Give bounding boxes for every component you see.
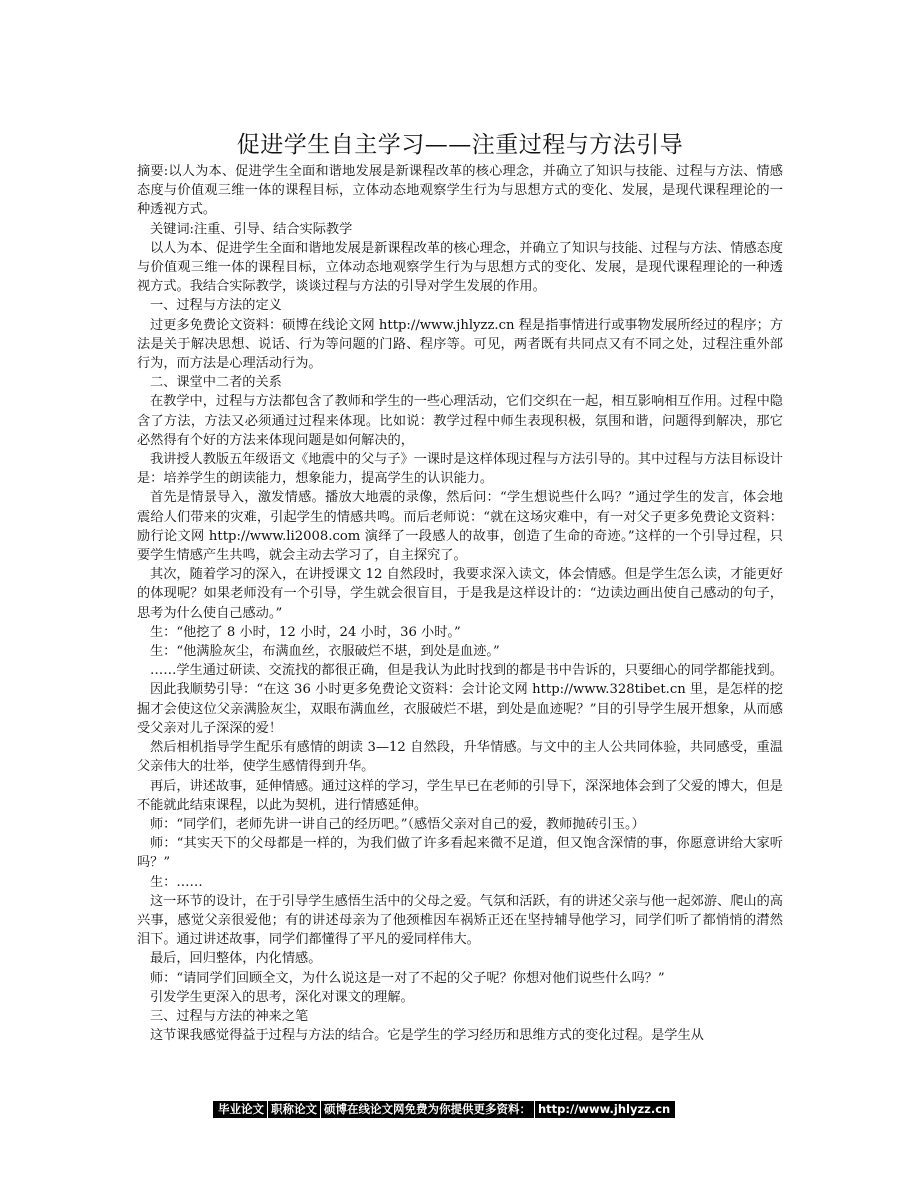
- body-paragraph: 我讲授人教版五年级语文《地震中的父与子》一课时是这样体现过程与方法引导的。其中过程与方法目标设计是：培养学生的朗读能力，想象能力，提高学生的认识能力。: [137, 452, 783, 487]
- abstract-paragraph: 摘要:以人为本、促进学生全面和谐地发展是新课程改革的核心理念，并确立了知识与技能、过程与方法、情感态度与价值观三维一体的课程目标，立体动态地观察学生行为与思想方式的变化、发展，是现代课程理论的一种透视方式。: [137, 164, 783, 218]
- keywords-line: 关键词:注重、引导、结合实际教学: [150, 221, 353, 237]
- body-paragraph: 生：“他满脸灰尘，布满血丝，衣服破烂不堪，到处是血迹。”: [150, 644, 500, 660]
- body-paragraph: 这一环节的设计，在于引导学生感悟生活中的父母之爱。气氛和活跃，有的讲述父亲与他一起郊游、爬山的高兴事，感觉父亲很爱他；有的讲述母亲为了他颈椎因车祸矫正还在坚持辅导他学习，同学们听了都悄悄的潸然泪下。通过讲述故事，同学们都懂得了平凡的爱同样伟大。: [137, 893, 783, 948]
- body-paragraph: 因此我顺势引导：“在这 36 小时更多免费论文资料：会计论文网 http://www.328tibet.cn 里，是怎样的挖掘才会使这位父亲满脸灰尘，双眼布满血丝，衣服破烂不堪，到处是血迹呢？”目的引导学生展开想象，从而感受父亲对儿子深深的爱！: [137, 682, 783, 736]
- document-title: 促进学生自主学习——注重过程与方法引导: [236, 132, 684, 158]
- body-paragraph: 师：“同学们，老师先讲一讲自己的经历吧。”（感悟父亲对自己的爱，教师抛砖引玉。）: [150, 816, 645, 832]
- body-paragraph: 这节课我感觉得益于过程与方法的结合。它是学生的学习经历和思维方式的变化过程。是学生从: [150, 1028, 704, 1044]
- body-paragraph: 以人为本、促进学生全面和谐地发展是新课程改革的核心理念，并确立了知识与技能、过程与方法、情感态度与价值观三维一体的课程目标，立体动态地观察学生行为与思想方式的变化、发展，是现代课程理论的一种透视方式。我结合实际教学，谈谈过程与方法的引导对学生发展的作用。: [137, 240, 783, 295]
- body-paragraph: 其次，随着学习的深入，在讲授课文 12 自然段时，我要求深入读文，体会情感。但是学生怎么读，才能更好的体现呢？如果老师没有一个引导，学生就会很盲目，于是我是这样设计的：“边读边画出使自己感动的句子，思考为什么使自己感动。”: [137, 567, 783, 621]
- body-paragraph: 生：“他挖了 8 小时，12 小时，24 小时，36 小时。”: [150, 624, 461, 640]
- body-paragraph: 然后相机指导学生配乐有感情的朗读 3—12 自然段，升华情感。与文中的主人公共同体验，共同感受，重温父亲伟大的壮举，使学生感情得到升华。: [137, 740, 783, 775]
- section-heading: 三、过程与方法的神来之笔: [150, 1008, 309, 1024]
- footer-link-graduation-thesis[interactable]: 毕业论文: [218, 1102, 264, 1116]
- footer-link-professional-thesis[interactable]: 职称论文: [267, 1101, 320, 1118]
- section-heading: 一、过程与方法的定义: [150, 298, 282, 314]
- body-paragraph: 过更多免费论文资料：硕博在线论文网 http://www.jhlyzz.cn 程是指事情进行或事物发展所经过的程序；方法是关于解决思想、说话、行为等问题的门路、程序等。可见，两者既有共同点又有不同之处，过程注重外部行为，而方法是心理活动行为。: [137, 317, 783, 372]
- body-paragraph: 师：“请同学们回顾全文，为什么说这是一对了不起的父子呢？你想对他们说些什么吗？”: [150, 970, 665, 986]
- body-paragraph: ……学生通过研读、交流找的都很正确，但是我认为此时找到的都是书中告诉的，只要细心的同学都能找到。: [150, 663, 783, 679]
- body-paragraph: 生：……: [150, 874, 203, 890]
- body-paragraph: 在教学中，过程与方法都包含了教师和学生的一些心理活动，它们交织在一起，相互影响相互作用。过程中隐含了方法，方法又必须通过过程来体现。比如说：教学过程中师生表现积极，氛围和谐，问题得到解决，那它必然得有个好的方法来体现问题是如何解决的，: [137, 394, 783, 448]
- footer-promo-text: 硕博在线论文网免费为你提供更多资料：: [320, 1101, 534, 1118]
- body-paragraph: 首先是情景导入，激发情感。播放大地震的录像，然后问：“学生想说些什么吗？”通过学生的发言，体会地震给人们带来的灾难，引起学生的情感共鸣。而后老师说：“就在这场灾难中，有一对父子更多免费论文资料：励行论文网 http://www.li2008.com 演绎了一段感人的故事，创造了生命的奇迹。”这样的一个引导过程，只要学生情感产生共鸣，就会主动去学习了，自主探究了。: [137, 490, 783, 564]
- body-paragraph: 再后，讲述故事，延伸情感。通过这样的学习，学生早已在老师的引导下，深深地体会到了父爱的博大，但是不能就此结束课程，以此为契机，进行情感延伸。: [137, 778, 783, 813]
- body-paragraph: 师：“其实天下的父母都是一样的，为我们做了许多看起来微不足道，但又饱含深情的事，你愿意讲给大家听吗？”: [137, 836, 783, 871]
- footer-banner: [213, 1101, 675, 1118]
- section-heading: 二、课堂中二者的关系: [150, 375, 282, 391]
- document-page: [137, 130, 783, 1045]
- body-paragraph: 最后，回归整体，内化情感。: [150, 951, 322, 967]
- body-paragraph: 引发学生更深入的思考，深化对课文的理解。: [150, 989, 414, 1005]
- footer-url-link[interactable]: http://www.jhlyzz.cn: [534, 1101, 673, 1118]
